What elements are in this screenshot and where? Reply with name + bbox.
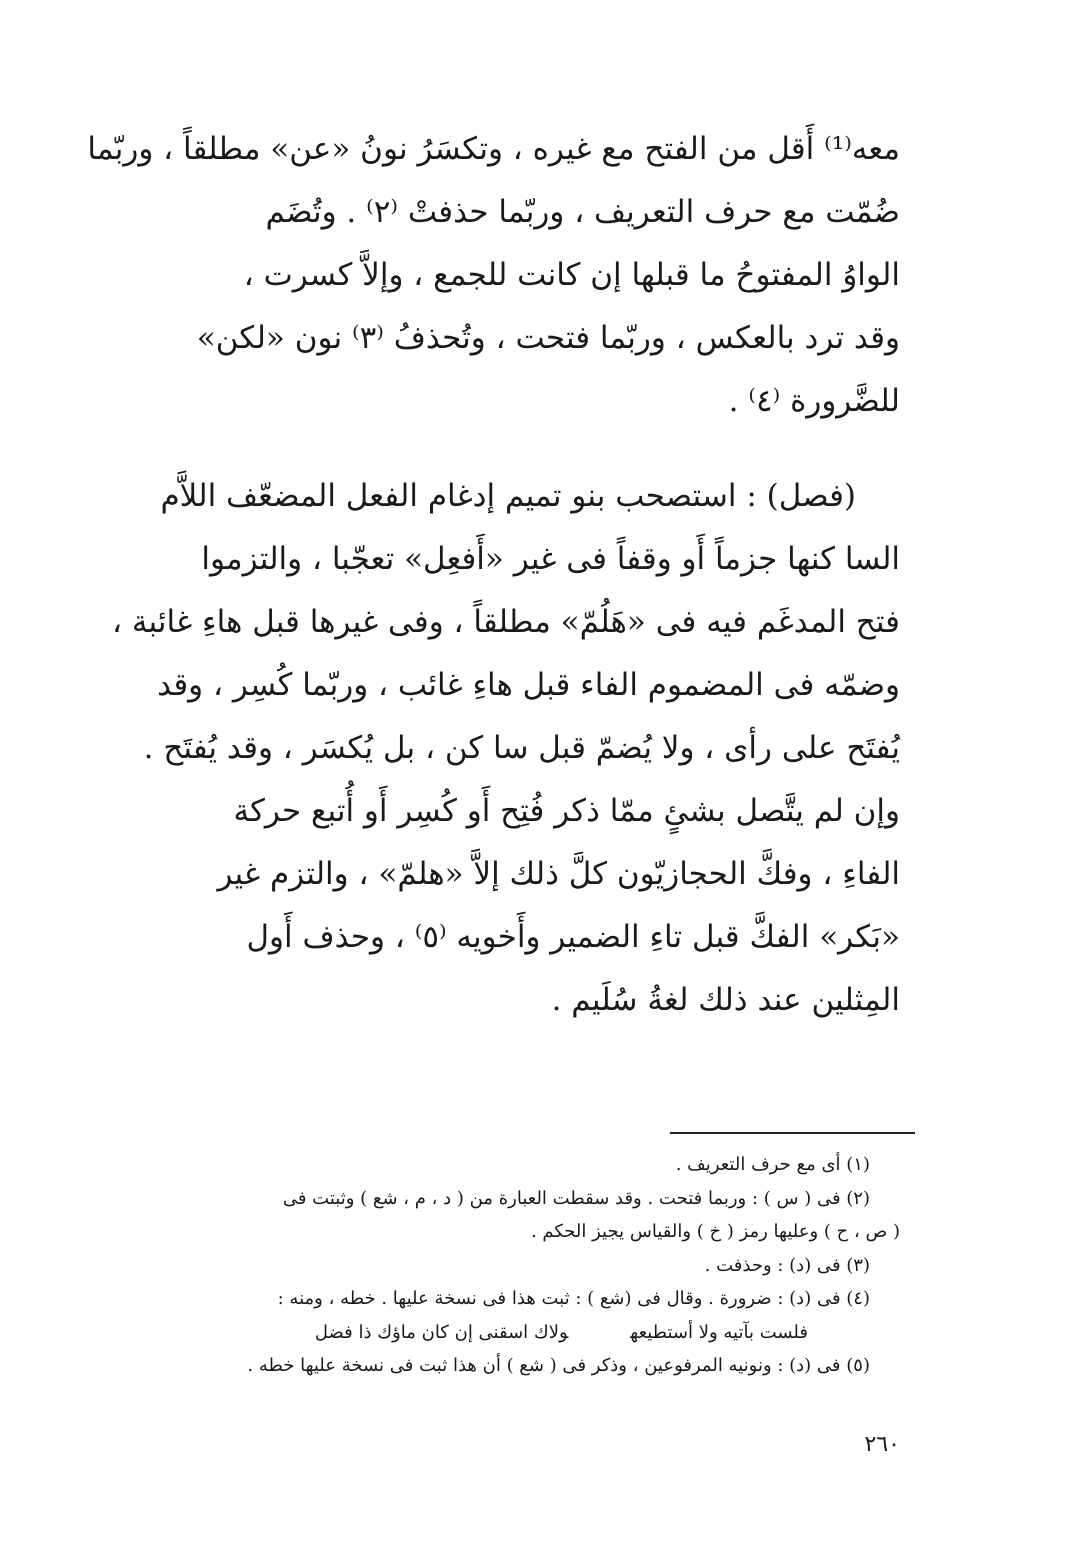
text-line: يُفتَح على رأى ، ولا يُضمّ قبل سا كن ، بل يُكسَر ، وقد يُفتَح .	[143, 730, 900, 766]
footnote-5: (٥) فى (د) : ونونيه المرفوعين ، وذكر فى ( شع ) أن هذا ثبت فى نسخة عليها خطه .	[247, 1355, 870, 1376]
paragraph-1	[87, 118, 900, 433]
footnote-4: (٤) فى (د) : ضرورة . وقال فى (شع ) : ثبت هذا فى نسخة عليها . خطه ، ومنه :	[277, 1288, 870, 1309]
page-number: ٢٦٠	[864, 1432, 900, 1457]
text-line: وإن لم يتَّصل بشئٍ ممّا ذكر فُتِح أَو كُسِر أَو أُتبع حركة	[233, 793, 900, 829]
verse-first-hemistich: فلست بآتيه ولا أستطيعه	[630, 1321, 808, 1343]
poetry-verse	[182, 1316, 900, 1350]
paragraph-2	[112, 465, 900, 1032]
text-line: الواوُ المفتوحُ ما قبلها إن كانت للجمع ، وإلاَّ كسرت ،	[243, 257, 900, 293]
footnote-1: (١) أى مع حرف التعريف .	[675, 1154, 870, 1175]
text-line: للضَّرورة ⁽٤⁾ .	[728, 383, 900, 419]
footnote-divider	[670, 1132, 915, 1134]
verse-second-hemistich: ولاك اسقنى إن كان ماؤك ذا فضل	[314, 1321, 569, 1343]
text-line: معه⁽¹⁾ أَقل من الفتح مع غيره ، وتكسَرُ نونُ «عن» مطلقاً ، وربّما	[87, 131, 900, 167]
text-line: «بَكر» الفكَّ قبل تاءِ الضمير وأَخويه ⁽٥⁾ ، وحذف أَول	[246, 919, 900, 955]
footnote-2-continuation: ( ص ، ح ) وعليها رمز ( خ ) والقياس يجيز الحكم .	[530, 1221, 900, 1242]
footnote-3: (٣) فى (د) : وحذفت .	[704, 1254, 870, 1276]
footnote-2: (٢) فى ( س ) : وربما فتحت . وقد سقطت العبارة من ( د ، م ، شع ) وثبتت فى	[282, 1187, 870, 1209]
text-line: الفاءِ ، وفكَّ الحجازيّون كلَّ ذلك إلاَّ «هلمّ» ، والتزم غير	[217, 856, 900, 892]
text-line: فتح المدغَم فيه فى «هَلُمّ» مطلقاً ، وفى غيرها قبل هاءِ غائبة ،	[112, 604, 900, 640]
text-line: السا كنها جزماً أَو وقفاً فى غير «أَفعِل» تعجّبا ، والتزموا	[201, 541, 900, 577]
text-line: ضُمّت مع حرف التعريف ، وربّما حذفتْ ⁽٢⁾ . وتُضَم	[265, 194, 900, 230]
main-text	[87, 118, 900, 1032]
text-line: وقد ترد بالعكس ، وربّما فتحت ، وتُحذفُ ⁽٣⁾ نون «لكن»	[196, 320, 900, 356]
text-line: المِثلين عند ذلك لغةُ سُلَيم .	[551, 982, 900, 1018]
text-line: (فصل) : استصحب بنو تميم إدغام الفعل المضعّف اللاَّم	[160, 478, 856, 514]
footnotes	[182, 1148, 900, 1383]
text-line: وضمّه فى المضموم الفاء قبل هاءِ غائب ، وربّما كُسِر ، وقد	[157, 667, 900, 703]
